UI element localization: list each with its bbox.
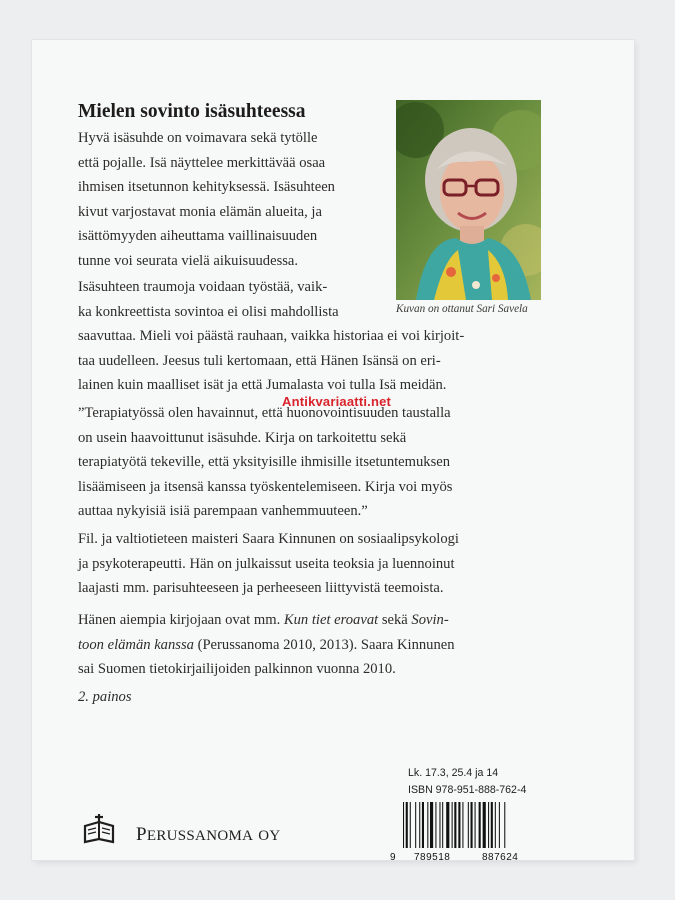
publisher-logo-icon xyxy=(82,812,116,846)
barcode-bar xyxy=(403,802,404,848)
book-title-sovintoon: Sovin- xyxy=(411,612,449,628)
barcode-bar xyxy=(419,802,420,848)
barcode-bar xyxy=(504,802,505,848)
barcode-bar xyxy=(415,802,416,848)
barcode-bar xyxy=(458,802,460,848)
isbn-barcode xyxy=(399,802,549,848)
bio-line: ja psykoterapeutti. Hän on julkaissut useita teoksia ja luennoinut xyxy=(78,555,455,572)
barcode-bar xyxy=(422,802,424,848)
second-paragraph xyxy=(78,275,598,398)
quote-line: on usein haavoittunut isäsuhde. Kirja on tarkoitettu sekä xyxy=(78,429,407,446)
intro-line: tunne voi seurata vielä aikuisuudessa. xyxy=(78,252,299,269)
book-title-kun-tiet-eroavat: Kun tiet eroavat xyxy=(283,612,379,628)
paragraph-line: ka konkreettista sovintoa ei olisi mahdollista xyxy=(78,303,339,320)
previous-works xyxy=(78,608,608,682)
quote-line: terapiatyötä tekeville, että yksityisille ihmisille itsetuntemuksen xyxy=(78,454,451,470)
barcode-bar xyxy=(406,802,408,848)
author-photo xyxy=(396,100,541,300)
intro-line: ihmisen itsetunnon kehityksessä. Isäsuhteen xyxy=(78,179,335,195)
paragraph-line: Isäsuhteen traumoja voidaan työstää, vaik- xyxy=(78,279,328,295)
intro-line: isättömyyden aiheuttama vaillinaisuuden xyxy=(78,228,318,244)
works-line: toon elämän kanssa (Perussanoma 2010, 2013). Saara Kinnunen xyxy=(78,636,455,653)
barcode-bar xyxy=(483,802,486,848)
author-portrait-illustration xyxy=(396,100,541,300)
barcode-bar xyxy=(427,802,428,848)
edition-label: 2. painos xyxy=(78,689,132,705)
works-line: sai Suomen tietokirjailijoiden palkinnon vuonna 2010. xyxy=(78,661,396,677)
quote-line: auttaa nykyisiä isiä parempaan vanhemmuuteen.” xyxy=(78,503,368,519)
barcode-bar xyxy=(479,802,481,848)
barcode-bar xyxy=(475,802,476,848)
barcode-digit-lead: 9 xyxy=(390,852,397,863)
isbn-label: ISBN 978-951-888-762-4 xyxy=(408,784,527,796)
intro-line: kivut varjostavat monia elämän alueita, ja xyxy=(78,203,322,220)
intro-paragraph xyxy=(78,126,398,273)
works-line: Hänen aiempia kirjojaan ovat mm. Kun tiet eroavat sekä Sovin- xyxy=(78,612,449,628)
barcode-bar xyxy=(499,802,500,848)
barcode-bar xyxy=(430,802,433,848)
barcode-bar xyxy=(442,802,443,848)
barcode-digits-left: 789518 xyxy=(414,852,451,863)
paragraph-line: lainen kuin maalliset isät ja että Jumalasta voi tulla Isä meidän. xyxy=(78,377,447,393)
barcode-bar xyxy=(446,802,449,848)
quote-line: lisäämiseen ja itsensä kanssa työskentelemiseen. Kirja voi myös xyxy=(78,478,453,495)
bio-line: laajasti mm. parisuhteeseen ja perheeseen liittyvistä teemoista. xyxy=(78,580,444,596)
intro-line: Hyvä isäsuhde on voimavara sekä tytölle xyxy=(78,130,318,146)
intro-line: että pojalle. Isä näyttelee merkittävää osaa xyxy=(78,154,326,171)
barcode-bar xyxy=(452,802,453,848)
author-bio xyxy=(78,527,608,601)
photo-caption: Kuvan on ottanut Sari Savela xyxy=(396,303,528,315)
book-back-cover xyxy=(32,40,634,863)
book-title: Mielen sovinto isäsuhteessa xyxy=(78,101,306,122)
watermark-text: Antikvariaatti.net xyxy=(282,394,392,409)
barcode-bar xyxy=(462,802,463,848)
barcode-bar xyxy=(495,802,496,848)
barcode-bar xyxy=(468,802,469,848)
bio-line: Fil. ja valtiotieteen maisteri Saara Kinnunen on sosiaalipsykologi xyxy=(78,531,459,547)
barcode-bar xyxy=(491,802,493,848)
barcode-bar xyxy=(471,802,473,848)
paragraph-line: saavuttaa. Mieli voi päästä rauhaan, vaikka historiaa ei voi kirjoit- xyxy=(78,328,465,344)
publisher-name: PERUSSANOMA OY xyxy=(136,824,281,845)
paragraph-line: taa uudelleen. Jeesus tuli kertomaan, että Hänen Isänsä on eri- xyxy=(78,352,441,369)
barcode-bar xyxy=(454,802,456,848)
barcode-bar xyxy=(488,802,489,848)
barcode-bar xyxy=(435,802,436,848)
quote-paragraph xyxy=(78,401,608,524)
quote-line: ”Terapiatyössä olen havainnut, että huonovointisuuden taustalla xyxy=(78,405,451,421)
classification-label: Lk. 17.3, 25.4 ja 14 xyxy=(408,767,499,779)
barcode-digits-right: 887624 xyxy=(482,852,519,863)
barcode-bar xyxy=(439,802,440,848)
barcode-bar xyxy=(410,802,411,848)
